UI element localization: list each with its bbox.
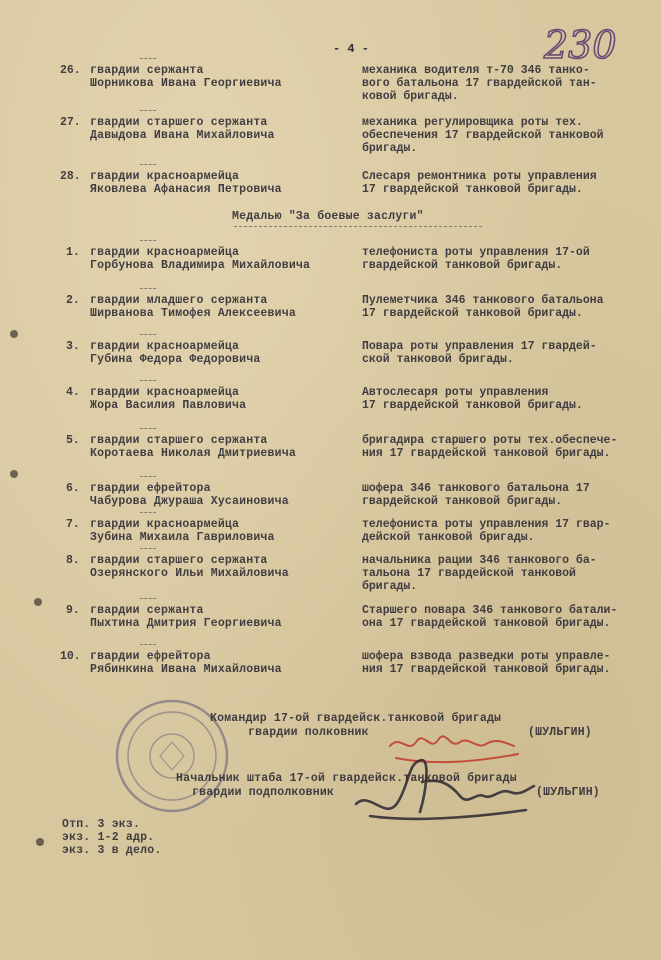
separator-dash [140,428,156,430]
punch-hole [10,330,18,338]
entry-name: Шорникова Ивана Георгиевича [90,77,282,90]
entry-number: 2. [66,294,80,307]
entry-number: 27. [60,116,81,129]
entry-description: механика регулировщика роты тех. обеспечения 17 гвардейской танковой бригады. [362,116,604,155]
entry-name: Ширванова Тимофея Алексеевича [90,307,296,320]
entry-rank: гвардии сержанта [90,64,204,77]
entry-description: Слесаря ремонтника роты управления 17 гвардейской танковой бригады. [362,170,597,196]
entry-rank: гвардии красноармейца [90,386,240,399]
entry-rank: гвардии старшего сержанта [90,116,268,129]
commander-title: Командир 17-ой гвардейск.танковой бригады [210,712,502,725]
entry-description: телефониста роты управления 17-ой гвардейской танковой бригады. [362,246,590,272]
entry-rank: гвардии младшего сержанта [90,294,268,307]
separator-dash [140,512,156,514]
punch-hole [34,598,42,606]
separator-dash [140,164,156,166]
entry-description: телефониста роты управления 17 гвар- дейской танковой бригады. [362,518,611,544]
entry-number: 9. [66,604,80,617]
entry-number: 3. [66,340,80,353]
entry-number: 4. [66,386,80,399]
commander-name: (ШУЛЬГИН) [528,726,592,739]
archive-number-handwritten [540,18,620,68]
entry-name: Зубина Михаила Гавриловича [90,531,275,544]
entry-rank: гвардии красноармейца [90,170,240,183]
entry-number: 26. [60,64,81,77]
punch-hole [10,470,18,478]
entry-name: Чабурова Джураша Хусаиновича [90,495,289,508]
entry-rank: гвардии сержанта [90,604,204,617]
distribution-line-2: экз. 1-2 адр. [62,831,155,844]
entry-description: начальника рации 346 танкового ба- тальона 17 гвардейской танковой бригады. [362,554,597,593]
entry-name: Давыдова Ивана Михайловича [90,129,275,142]
distribution-line-1: Отп. 3 экз. [62,818,141,831]
entry-name: Губина Федора Федоровича [90,353,261,366]
entry-description: Повара роты управления 17 гвардей- ской танковой бригады. [362,340,597,366]
separator-dash [140,598,156,600]
entry-number: 7. [66,518,80,531]
entry-description: шофера взвода разведки роты управле- ния 17 гвардейской танковой бригады. [362,650,611,676]
entry-rank: гвардии красноармейца [90,340,240,353]
entry-rank: гвардии красноармейца [90,518,240,531]
entry-description: шофера 346 танкового батальона 17 гвардейской танковой бригады. [362,482,590,508]
separator-dash [140,334,156,336]
entry-rank: гвардии старшего сержанта [90,434,268,447]
entry-name: Рябинкина Ивана Михайловича [90,663,282,676]
entry-name: Коротаева Николая Дмитриевича [90,447,296,460]
separator-dash [140,380,156,382]
section-title: Медалью "За боевые заслуги" [232,210,424,223]
entry-name: Озерянского Ильи Михайловича [90,567,289,580]
entry-number: 28. [60,170,81,183]
entry-rank: гвардии ефрейтора [90,482,211,495]
entry-description: механика водителя т-70 346 танко- вого батальона 17 гвардейской тан- ковой бригады. [362,64,597,103]
entry-name: Горбунова Владимира Михайловича [90,259,311,272]
page-number: - 4 - [333,42,370,56]
separator-dash [140,644,156,646]
section-underline [234,226,482,228]
separator-dash [140,288,156,290]
entry-number: 6. [66,482,80,495]
entry-rank: гвардии старшего сержанта [90,554,268,567]
entry-rank: гвардии ефрейтора [90,650,211,663]
distribution-line-3: экз. 3 в дело. [62,844,162,857]
entry-name: Яковлева Афанасия Петровича [90,183,282,196]
entry-name: Пыхтина Дмитрия Георгиевича [90,617,282,630]
chief-rank: гвардии подполковник [192,786,335,799]
chief-signature [350,752,540,832]
chief-name: (ШУЛЬГИН) [536,786,600,799]
entry-description: бригадира старшего роты тех.обеспече- ния 17 гвардейской танковой бригады. [362,434,618,460]
entry-number: 5. [66,434,80,447]
svg-text:230: 230 [544,23,617,67]
commander-rank: гвардии полковник [248,726,369,739]
entry-number: 10. [60,650,81,663]
separator-dash [140,476,156,478]
separator-dash [140,548,156,550]
separator-dash [140,110,156,112]
punch-hole [36,838,44,846]
chief-title: Начальник штаба 17-ой гвардейск.танковой бригады [176,772,517,785]
entry-description: Пулеметчика 346 танкового батальона 17 гвардейской танковой бригады. [362,294,604,320]
entry-description: Автослесаря роты управления 17 гвардейской танковой бригады. [362,386,583,412]
entry-description: Старшего повара 346 танкового батали- она 17 гвардейской танковой бригады. [362,604,618,630]
entry-rank: гвардии красноармейца [90,246,240,259]
entry-number: 8. [66,554,80,567]
separator-dash [140,58,156,60]
entry-name: Жора Василия Павловича [90,399,247,412]
separator-dash [140,240,156,242]
entry-number: 1. [66,246,80,259]
